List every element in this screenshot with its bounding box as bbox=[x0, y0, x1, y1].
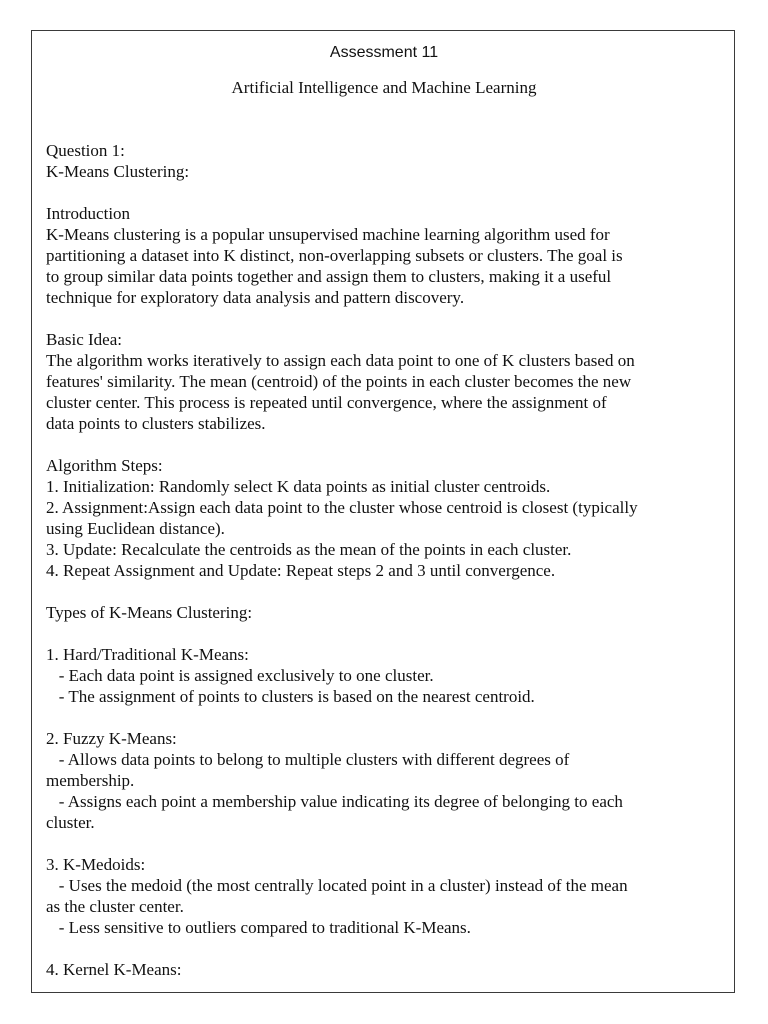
algorithm-step: 3. Update: Recalculate the centroids as the mean of the points in each cluster. bbox=[46, 540, 572, 559]
course-title: Artificial Intelligence and Machine Learning bbox=[231, 78, 537, 97]
basic-idea-line: features' similarity. The mean (centroid) of the points in each cluster becomes the new bbox=[46, 372, 632, 391]
introduction-line: K-Means clustering is a popular unsupervised machine learning algorithm used for bbox=[46, 225, 610, 244]
fuzzy-kmeans-title: 2. Fuzzy K-Means: bbox=[46, 729, 177, 748]
question-topic: K-Means Clustering: bbox=[46, 162, 190, 181]
introduction-line: technique for exploratory data analysis and pattern discovery. bbox=[46, 288, 465, 307]
kmedoids-title: 3. K-Medoids: bbox=[46, 855, 146, 874]
question-label: Question 1: bbox=[46, 141, 125, 160]
fuzzy-kmeans-line: - Assigns each point a membership value indicating its degree of belonging to each bbox=[46, 792, 623, 811]
kernel-kmeans-title: 4. Kernel K-Means: bbox=[46, 960, 182, 979]
introduction-line: to group similar data points together and assign them to clusters, making it a useful bbox=[46, 267, 612, 286]
algorithm-step: 1. Initialization: Randomly select K data points as initial cluster centroids. bbox=[46, 477, 551, 496]
types-heading: Types of K-Means Clustering: bbox=[46, 603, 253, 622]
fuzzy-kmeans-line: membership. bbox=[46, 771, 135, 790]
fuzzy-kmeans-line: - Allows data points to belong to multiple clusters with different degrees of bbox=[46, 750, 570, 769]
introduction-heading: Introduction bbox=[46, 204, 131, 223]
algorithm-step: 2. Assignment:Assign each data point to the cluster whose centroid is closest (typically bbox=[46, 498, 638, 517]
kmedoids-line: - Uses the medoid (the most centrally located point in a cluster) instead of the mean bbox=[46, 876, 628, 895]
assessment-title: Assessment 11 bbox=[329, 44, 439, 61]
basic-idea-line: data points to clusters stabilizes. bbox=[46, 414, 266, 433]
kmedoids-line: as the cluster center. bbox=[46, 897, 184, 916]
document-body bbox=[46, 140, 726, 980]
hard-kmeans-line: - Each data point is assigned exclusively to one cluster. bbox=[46, 666, 434, 685]
algorithm-step: 4. Repeat Assignment and Update: Repeat steps 2 and 3 until convergence. bbox=[46, 561, 556, 580]
fuzzy-kmeans-line: cluster. bbox=[46, 813, 95, 832]
hard-kmeans-title: 1. Hard/Traditional K-Means: bbox=[46, 645, 249, 664]
hard-kmeans-line: - The assignment of points to clusters is based on the nearest centroid. bbox=[46, 687, 535, 706]
basic-idea-line: The algorithm works iteratively to assign each data point to one of K clusters based on bbox=[46, 351, 635, 370]
basic-idea-heading: Basic Idea: bbox=[46, 330, 122, 349]
introduction-line: partitioning a dataset into K distinct, non-overlapping subsets or clusters. The goal is bbox=[46, 246, 623, 265]
algorithm-steps-heading: Algorithm Steps: bbox=[46, 456, 163, 475]
kmedoids-line: - Less sensitive to outliers compared to traditional K-Means. bbox=[46, 918, 471, 937]
algorithm-step: using Euclidean distance). bbox=[46, 519, 225, 538]
basic-idea-line: cluster center. This process is repeated until convergence, where the assignment of bbox=[46, 393, 607, 412]
